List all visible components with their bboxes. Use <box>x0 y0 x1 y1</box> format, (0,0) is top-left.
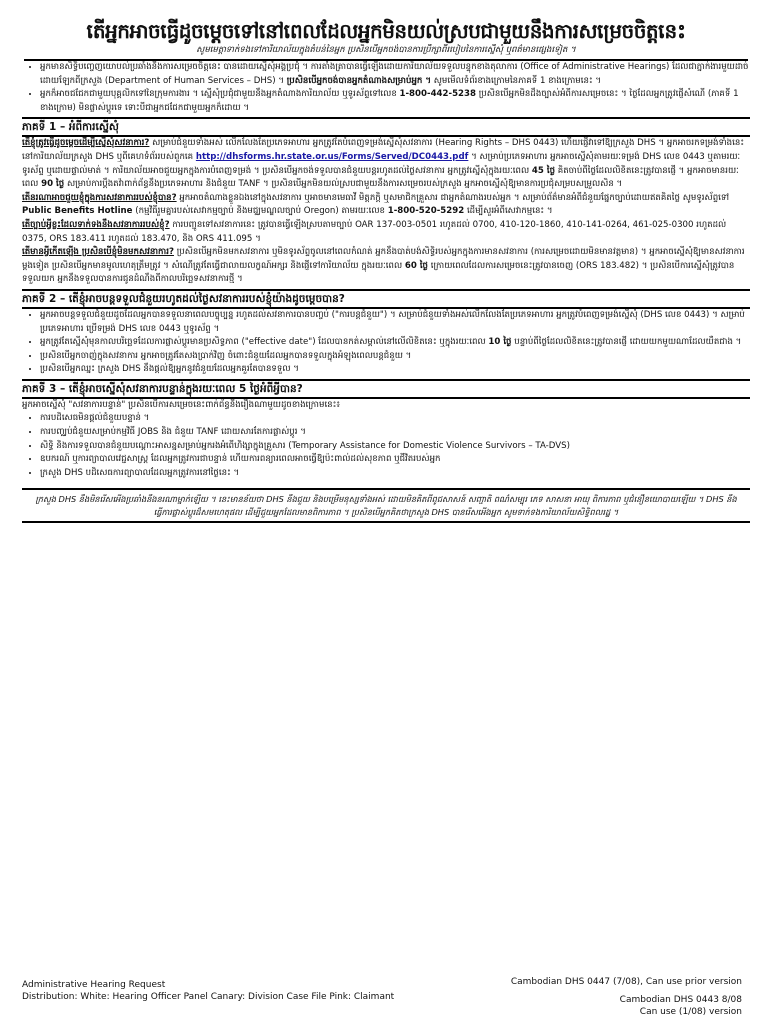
form-title: Administrative Hearing Request <box>22 980 166 990</box>
list-item: • ក្រសួង DHS បដិសេធការព្យាបាលដែលអ្នកត្រូវការនៅថ្ងៃនេះ ។ <box>40 467 750 481</box>
form-version-note: Cambodian DHS 0447 (7/08), Can use prior version <box>510 977 742 987</box>
section-3-heading: ភាគទី 3 – តើខ្ញុំអាចស្នើសុំសវនាការបន្ទាន់ក្នុងរយៈពេល 5 ថ្ងៃអំពីអ្វីបាន? <box>22 379 750 399</box>
page-subtitle: សូមមេត្តាទាក់ទងទៅការិយាល័យក្នុងតំបន់នៃអ្នក ប្រសិនបើអ្នកចង់បានការប្រឹក្សាពីរបៀបនៃការស្នើសុំ ឬពត៌មានផ្សេងទៀត ។ <box>24 44 748 61</box>
section-1-heading: ភាគទី 1 – អំពីការស្នើសុំ <box>22 117 750 137</box>
footer-left <box>22 979 394 1003</box>
section-2-list <box>22 309 750 377</box>
list-item: • អ្នកត្រូវតែស្នើសុំមុនកាលបរិច្ឆេទដែលការផ្លាស់ប្តូរមានប្រសិទ្ធភាព ("effective date") ដែលបានកត់សម្គាល់នៅលើលិខិតនេះ ឬក្នុងរយៈពេល 10 ថ្ងៃ បន្ទាប់ពីថ្ងៃដែលលិខិតនេះត្រូវបានផ្ញើ ដោយយកមួយណាដែលយឺតជាង ។ <box>40 336 750 350</box>
nondiscrimination-notice: ក្រសួង DHS នឹងមិនរើសអើងប្រឆាំងនឹងនរណាម្នាក់ឡើយ ។ នេះមានន័យថា DHS នឹងជួយ និងបម្រើមនុស្សទាំងអស់ ដោយមិនគិតពីពូជសាសន៍ សញ្ជាតិ ពណ៌សម្បុរ ភេទ សាសនា អាយុ ពិការភាព ឬជំនឿនយោបាយឡើយ ។ DHS នឹងធ្វើការផ្លាស់ប្តូរដ៏សមហេតុផល ដើម្បីជួយអ្នកដែលមានពិការភាព ។ ប្រសិនបើអ្នកគិតថាក្រសួង DHS បានរើសអើងអ្នក សូមទាក់ទងការិយាល័យសិទ្ធិពលរដ្ឋ ។ <box>22 488 750 523</box>
intro-list <box>22 61 750 115</box>
question-heading: តើមានអ្វីកើតឡើង ប្រសិនបើខ្ញុំមិនមកសវនាការ? <box>22 247 174 258</box>
list-item: • ការបដិសេធមិនផ្តល់ជំនួយបន្ទាន់ ។ <box>40 412 750 426</box>
section-1-missed-hearing-paragraph: តើមានអ្វីកើតឡើង ប្រសិនបើខ្ញុំមិនមកសវនាការ? ប្រសិនបើអ្នកមិនមកសវនាការ ឬមិនទូរស័ព្ទចូលនៅពេលកំណត់ អ្នកនឹងបាត់បង់សិទ្ធិរបស់អ្នកក្នុងការមានសវនាការ (ការសម្រេចដោយមិនមានវត្តមាន) ។ អ្នកអាចស្នើសុំឱ្យមានសវនាការម្តងទៀត ប្រសិនបើអ្នកមានមូលហេតុត្រឹមត្រូវ ។ សំណើត្រូវតែធ្វើជាលាយលក្ខណ៍អក្សរ និងផ្ញើទៅការិយាល័យ ក្នុងរយៈពេល 60 ថ្ងៃ ក្រោយពេលដែលការសម្រេចនេះត្រូវបានចេញ (ORS 183.482) ។ ប្រសិនបើការស្នើសុំត្រូវបានទទួលយក អ្នកនឹងទទួលបានការជូនដំណឹងពីកាលបរិច្ឆេទសវនាការថ្មី ។ <box>22 247 745 285</box>
section-1-representation-paragraph: តើនរណាអាចជួយខ្ញុំក្នុងការសវនាការរបស់ខ្ញុំបាន? អ្នកអាចតំណាងខ្លួនឯងនៅក្នុងសវនាការ ឬអាចមានមេធាវី មិត្តភក្តិ ឬសមាជិកគ្រួសារ ជាអ្នកតំណាងរបស់អ្នក ។ សម្រាប់ព័ត៌មានអំពីជំនួយផ្នែកច្បាប់ដោយឥតគិតថ្លៃ សូមទូរស័ព្ទទៅ Public Benefits Hotline (កម្មវិធីរួមគ្នារបស់សេវាកម្មច្បាប់ និងមជ្ឈមណ្ឌលច្បាប់ Oregon) តាមរយៈលេខ 1-800-520-5292 ដើម្បីសួរអំពីសេវាកម្មនេះ ។ <box>22 192 730 217</box>
question-heading: តើច្បាប់អ្វីខ្លះដែលទាក់ទងនឹងសវនាការរបស់ខ្ញុំ? <box>22 219 170 230</box>
section-1-laws-paragraph: តើច្បាប់អ្វីខ្លះដែលទាក់ទងនឹងសវនាការរបស់ខ្ញុំ? ការបញ្ជូនទៅសវនាការនេះ ត្រូវបានធ្វើឡើងស្របតាមច្បាប់ OAR 137-003-0501 រហូតដល់ 0700, 410-120-1860, 410-141-0264, 461-025-0300 រហូតដល់ 0375, ORS 183.411 រហូតដល់ 183.470, និង ORS 411.095 ។ <box>22 219 727 244</box>
list-item: • សិទ្ធិ និងការទទួលបានជំនួយបណ្តោះអាសន្នសម្រាប់អ្នករងអំពើហិង្សាក្នុងគ្រួសារ (Temporary Assistance for Domestic Violence Survivors – TA-DVS) <box>40 440 750 454</box>
document-page <box>22 18 750 523</box>
distribution-note: Distribution: White: Hearing Officer Panel Canary: Division Case File Pink: Claimant <box>22 992 395 1002</box>
question-heading: តើខ្ញុំត្រូវធ្វើដូចម្តេចដើម្បីស្នើសុំសវនាការ? <box>22 138 150 149</box>
list-item: • ប្រសិនបើអ្នកឈ្នះ ក្រសួង DHS នឹងផ្តល់ឱ្យអ្នកនូវជំនួយដែលអ្នកគួរតែបានទទួល ។ <box>40 363 750 377</box>
list-item: • អ្នកអាចបន្តទទួលជំនួយដូចដែលអ្នកបានទទួលនាពេលបច្ចុប្បន្ន រហូតដល់សវនាការបានបញ្ចប់ ("ការបន្តជំនួយ") ។ សម្រាប់ជំនួយទាំងអស់លើកលែងតែប្រភេទអាហារ អ្នកត្រូវបំពេញទម្រង់ស្នើសុំ (DHS លេខ 0443) ។ សម្រាប់ប្រភេទអាហារ ប្រើទម្រង់ DHS លេខ 0443 ឬទូរស័ព្ទ ។ <box>40 309 750 336</box>
form-number: Cambodian DHS 0443 8/08 Can use (1/08) version <box>619 995 742 1017</box>
form-link[interactable]: http://dhsforms.hr.state.or.us/Forms/Served/DC0443.pdf <box>195 151 469 162</box>
section-1-request-paragraph: តើខ្ញុំត្រូវធ្វើដូចម្តេចដើម្បីស្នើសុំសវនាការ? សម្រាប់ជំនួយទាំងអស់ លើកលែងតែប្រភេទអាហារ អ្នកត្រូវតែបំពេញទម្រង់ស្នើសុំសវនាការ (Hearing Rights – DHS 0443) ហើយផ្ញើវាទៅឱ្យក្រសួង DHS ។ អ្នកអាចរកទម្រង់ទាំងនេះនៅការិយាល័យក្រសួង DHS ឬពីគេហទំព័ររបស់ពួកគេ http://dhsforms.hr.state.or.us/Forms/Served/DC0443.pdf ។ សម្រាប់ប្រភេទអាហារ អ្នកអាចស្នើសុំតាមរយៈទម្រង់ DHS លេខ 0443 ឬតាមរយៈទូរស័ព្ទ ឬដោយផ្ទាល់មាត់ ។ ការិយាល័យអាចជួយអ្នកក្នុងការបំពេញទម្រង់ ។ ប្រសិនបើអ្នកចង់ទទួលបានជំនួយបន្តរហូតដល់ថ្ងៃសវនាការ អ្នកត្រូវស្នើសុំក្នុងរយៈពេល 45 ថ្ងៃ គិតចាប់ពីថ្ងៃដែលលិខិតនេះត្រូវបានផ្ញើ ។ អ្នកអាចមានរយៈពេល 90 ថ្ងៃ សម្រាប់ការប្តឹងតវ៉ាពាក់ព័ន្ធនឹងប្រភេទអាហារ និងជំនួយ TANF ។ ប្រសិនបើអ្នកមិនយល់ស្របជាមួយនឹងការសម្រេចរបស់ក្រសួង អ្នកអាចស្នើសុំឱ្យមានការប្រជុំសម្របសម្រួលសិន ។ <box>22 138 745 190</box>
section-3-intro: អ្នកអាចស្នើសុំ "សវនាការបន្ទាន់" ប្រសិនបើការសម្រេចនេះពាក់ព័ន្ធនឹងរឿងណាមួយដូចខាងក្រោមនេះ៖ <box>22 399 341 410</box>
section-3-list <box>22 412 750 480</box>
intro-bullet: • អ្នកក៏អាចជជែកជាមួយបុគ្គលិកទៅនៃក្រុមការងារ ។ ស្នើសុំប្រជុំជាមួយនឹងអ្នកតំណាងការិយាល័យ ឬទូរស័ព្ទទៅលេខ 1-800-442-5238 ប្រសិនបើអ្នកមិនដឹងច្បាស់អំពីការសម្រេចនេះ ។ ថ្ងៃដែលអ្នកត្រូវផ្ញើសំណើ (ភាគទី 1 ខាងក្រោម) មិនផ្លាស់ប្តូរទេ ទោះបីជាអ្នកជជែកជាមួយអ្នកក៏ដោយ ។ <box>40 88 750 115</box>
section-2-heading: ភាគទី 2 – តើខ្ញុំអាចបន្តទទួលជំនួយរហូតដល់ថ្ងៃសវនាការរបស់ខ្ញុំយ៉ាងដូចម្តេចបាន? <box>22 289 750 309</box>
list-item: • ឧបករណ៍ ឬការព្យាបាលវេជ្ជសាស្ត្រ ដែលអ្នកត្រូវការជាបន្ទាន់ ហើយការពន្យារពេលអាចធ្វើឱ្យប៉ះពាល់ដល់សុខភាព ឬជីវិតរបស់អ្នក <box>40 453 750 467</box>
list-item: • ប្រសិនបើអ្នកចាញ់ក្នុងសវនាការ អ្នកអាចត្រូវតែសងប្រាក់វិញ ចំពោះជំនួយដែលអ្នកបានទទួលក្នុងអំឡុងពេលបន្តជំនួយ ។ <box>40 350 750 364</box>
intro-bullet: • អ្នកមានសិទ្ធិបញ្ចេញយោបល់ប្រឆាំងនឹងការសម្រេចចិត្តនេះ បានដោយស្នើសុំអង្គប្រជុំ ។ ការតាំងត្រាបានធ្វើឡើងដោយការិយាល័យទទួលបន្ទុកខាងតុលាការ (Office of Administrative Hearings) ដែលជាភ្នាក់ងារមួយដាច់ដោយឡែកពីក្រសួង (Department of Human Services – DHS) ។ ប្រសិនបើអ្នកចង់បានអ្នកតំណាងសម្រាប់អ្នក ។ សូមមើលទំព័រខាងក្រោមនៃភាគទី 1 ខាងក្រោមនេះ ។ <box>40 61 750 88</box>
question-heading: តើនរណាអាចជួយខ្ញុំក្នុងការសវនាការរបស់ខ្ញុំបាន? <box>22 192 177 203</box>
page-title: តើអ្នកអាចធ្វើដូចម្តេចទៅនៅពេលដែលអ្នកមិនយល់ស្របជាមួយនឹងការសម្រេចចិត្តនេះ <box>86 19 686 43</box>
list-item: • ការបញ្ឈប់ជំនួយសម្រាប់កម្មវិធី JOBS និង ជំនួយ TANF ដោយសារតែការផ្លាស់ប្តូរ ។ <box>40 426 750 440</box>
